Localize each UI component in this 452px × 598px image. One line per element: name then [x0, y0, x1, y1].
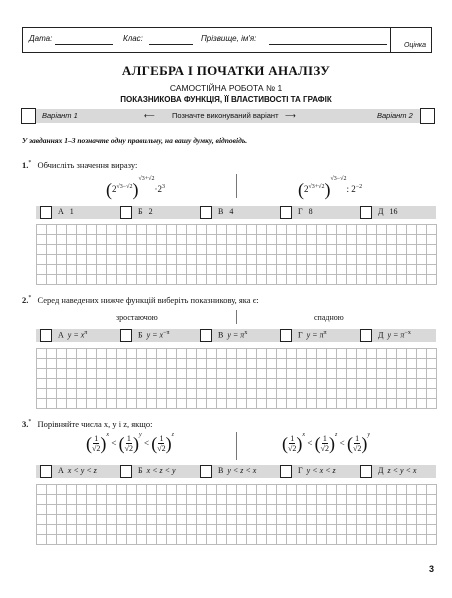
variant-divider — [236, 174, 237, 198]
variant-prompt: Позначте виконуваний варіант — [172, 111, 279, 120]
q2-work-grid[interactable] — [36, 348, 437, 409]
q1-work-grid[interactable] — [36, 224, 437, 285]
checkbox[interactable] — [120, 465, 132, 478]
date-field[interactable] — [55, 44, 113, 45]
q3-inequality-variant1: ( $\frac{1}{√2}$ )$^x$ < ( $\frac{1}{√2}$ )$^y$ < ( $\frac{1}{√2}$ )$^z$ — [86, 432, 175, 454]
variant1-label: Варіант 1 — [42, 111, 78, 120]
checkbox[interactable] — [120, 329, 132, 342]
checkbox[interactable] — [360, 329, 372, 342]
checkbox[interactable] — [360, 206, 372, 219]
q2-left-label: зростаючою — [116, 313, 158, 322]
question-3-number: 3. — [22, 419, 29, 429]
q3-inequality-variant2: ( $\frac{1}{√2}$ )$^x$ < ( $\frac{1}{√2}$ )$^z$ < ( $\frac{1}{√2}$ )$^y$ — [282, 432, 371, 454]
question-2-text — [22, 295, 259, 305]
question-3-prompt: Порівняйте числа x, y і z, якщо: — [37, 419, 153, 429]
question-1-text — [22, 160, 137, 170]
question-1-number: 1. — [22, 160, 29, 170]
variant1-checkbox[interactable] — [21, 108, 36, 124]
checkbox[interactable] — [40, 329, 52, 342]
question-2-number: 2. — [22, 295, 29, 305]
q2-right-label: спадною — [314, 313, 344, 322]
checkbox[interactable] — [200, 329, 212, 342]
grade-label: Оцінка — [403, 42, 426, 49]
q1-expression-variant1: $(2^{√3-√2})^{√3+√2}\cdot 2^3$ — [106, 176, 165, 200]
name-field[interactable] — [269, 44, 387, 45]
arrow-left-icon: ⟵ — [144, 111, 155, 120]
class-label: Клас: — [123, 34, 143, 43]
difficulty-mark: * — [28, 160, 32, 167]
question-2-prompt: Серед наведених нижче функцій виберіть показникову, яка є: — [37, 295, 259, 305]
q1-answer-row: А 1 Б 2 В 4 Г 8 Д 16 — [36, 206, 436, 219]
instructions: У завданнях 1–3 позначте одну правильну, на вашу думку, відповідь. — [22, 136, 248, 145]
difficulty-mark: * — [28, 419, 32, 426]
variant-divider — [236, 432, 237, 460]
student-info-header — [22, 27, 432, 53]
class-field[interactable] — [149, 44, 193, 45]
variant2-checkbox[interactable] — [420, 108, 435, 124]
checkbox[interactable] — [360, 465, 372, 478]
checkbox[interactable] — [280, 206, 292, 219]
q3-work-grid[interactable] — [36, 484, 437, 545]
work-subtitle: САМОСТІЙНА РОБОТА № 1 — [169, 83, 283, 93]
question-1-prompt: Обчисліть значення виразу: — [37, 160, 138, 170]
name-label: Прізвище, ім'я: — [201, 34, 257, 43]
question-3-text — [22, 419, 152, 429]
page-title: АЛГЕБРА І ПОЧАТКИ АНАЛІЗУ — [121, 63, 331, 78]
variant-selector — [22, 109, 434, 123]
checkbox[interactable] — [280, 329, 292, 342]
checkbox[interactable] — [120, 206, 132, 219]
variant-divider — [236, 310, 237, 324]
checkbox[interactable] — [40, 206, 52, 219]
q2-answer-row: А $y = x^\pi$ Б $y = x^{-\pi}$ В $y = \pi^x$ Г $y = \pi^\pi$ Д $y = \pi^{-x}$ — [36, 329, 436, 342]
date-label: Дата: — [29, 34, 53, 43]
variant2-label: Варіант 2 — [377, 111, 413, 120]
checkbox[interactable] — [200, 206, 212, 219]
q3-answer-row: А x < y < z Б x < z < y В y < z < x Г y < x < z Д z < y < x — [36, 465, 436, 478]
checkbox[interactable] — [200, 465, 212, 478]
difficulty-mark: * — [28, 295, 32, 302]
arrow-right-icon: ⟶ — [285, 111, 296, 120]
grade-cell[interactable] — [390, 28, 431, 52]
topic-title: ПОКАЗНИКОВА ФУНКЦІЯ, ЇЇ ВЛАСТИВОСТІ ТА ГРАФІК — [120, 95, 332, 104]
q1-expression-variant2: $(2^{√3+√2})^{√3-√2}$: $2^{-2}$ — [298, 176, 363, 200]
checkbox[interactable] — [40, 465, 52, 478]
checkbox[interactable] — [280, 465, 292, 478]
page-number: 3 — [428, 564, 434, 574]
